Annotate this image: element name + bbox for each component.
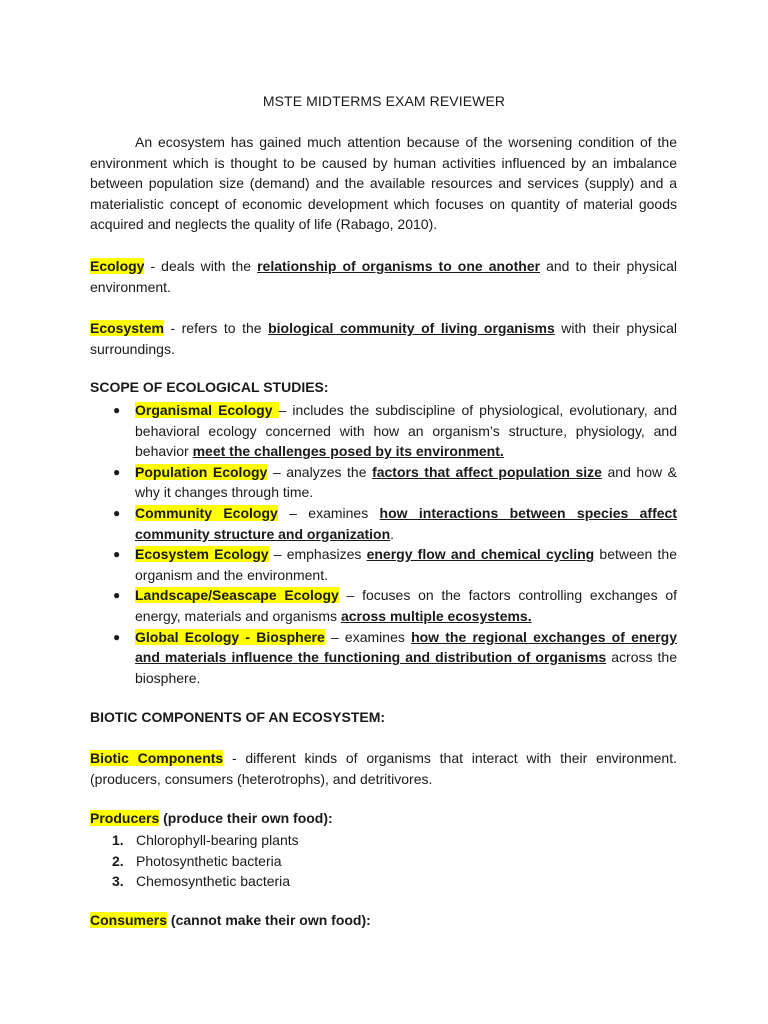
scope-key-phrase: factors that affect population size	[372, 463, 602, 480]
ecosystem-key-phrase: biological community of living organisms	[268, 320, 555, 336]
scope-term: Landscape/Seascape Ecology	[135, 587, 339, 604]
bullet-icon: ●	[113, 464, 121, 479]
scope-key-phrase: how the regional exchanges of energy and materials influence the functioning and distribution of organisms	[135, 628, 678, 666]
producers-subtitle: (produce their own food):	[159, 810, 333, 826]
scope-text-post: across the biosphere.	[135, 649, 677, 686]
list-item-text: Photosynthetic bacteria	[136, 852, 282, 869]
producers-term: Producers	[90, 810, 160, 826]
producers-heading	[90, 810, 333, 826]
ecology-key-phrase: relationship of organisms to one another	[257, 258, 541, 274]
ecology-text-post: and to their physical environment.	[90, 258, 678, 295]
list-number: 2.	[112, 852, 124, 869]
scope-term: Global Ecology - Biosphere	[135, 628, 325, 645]
list-item	[90, 627, 677, 689]
list-item	[90, 544, 677, 585]
scope-text-pre: – examines	[277, 504, 380, 521]
biotic-text: - different kinds of organisms that interact with their environment. (producers, consumers (heterotrophs), and detritivores.	[90, 750, 677, 787]
scope-text-pre: – emphasizes	[268, 546, 367, 563]
scope-text-pre: – focuses on the factors controlling exchanges of energy, materials and organisms	[135, 587, 677, 624]
scope-term: Ecosystem Ecology	[135, 546, 269, 563]
list-item	[90, 462, 677, 503]
scope-text-pre: – analyzes the	[267, 463, 373, 480]
scope-term: Organismal Ecology	[135, 402, 279, 418]
scope-key-phrase: how interactions between species affect community structure and organization	[135, 504, 677, 542]
list-item-text: Chlorophyll-bearing plants	[136, 832, 299, 848]
consumers-term: Consumers	[90, 912, 168, 928]
scope-text-post: between the organism and the environment.	[135, 546, 677, 583]
consumers-heading	[90, 912, 371, 928]
ecosystem-text-pre: - refers to the	[163, 320, 269, 336]
scope-heading: SCOPE OF ECOLOGICAL STUDIES:	[90, 379, 329, 395]
list-item	[90, 503, 677, 544]
list-number: 3.	[112, 873, 124, 890]
scope-key-phrase: meet the challenges posed by its environment.	[192, 443, 504, 460]
scope-text-post: .	[390, 525, 395, 542]
scope-list	[90, 400, 677, 688]
list-number: 1.	[112, 832, 124, 848]
ecology-definition	[90, 256, 677, 297]
ecology-term: Ecology	[90, 258, 145, 274]
biotic-definition	[90, 748, 677, 789]
document-title: MSTE MIDTERMS EXAM REVIEWER	[262, 93, 506, 109]
scope-term: Community Ecology	[135, 504, 278, 521]
scope-term: Population Ecology	[135, 463, 268, 480]
biotic-term: Biotic Components	[90, 750, 224, 766]
bullet-icon: ●	[113, 629, 121, 644]
list-item	[90, 851, 677, 872]
intro-paragraph: An ecosystem has gained much attention because of the worsening condition of the environment which is thought to be caused by human activities influenced by an imbalance between population size (demand) and the available resources and services (supply) and a materialistic concept of economic development which focuses on quantity of material goods acquired and neglects the quality of life (Rabago, 2010).	[90, 134, 677, 233]
list-item	[90, 830, 677, 851]
ecosystem-definition	[90, 318, 677, 359]
producers-list	[90, 830, 677, 892]
biotic-heading: BIOTIC COMPONENTS OF AN ECOSYSTEM:	[90, 709, 386, 725]
ecology-text-pre: - deals with the	[144, 258, 258, 274]
bullet-icon: ●	[113, 547, 121, 562]
scope-text-post: and how & why it changes through time.	[135, 463, 678, 501]
consumers-subtitle: (cannot make their own food):	[167, 912, 371, 928]
scope-key-phrase: across multiple ecosystems.	[340, 607, 532, 624]
list-item	[90, 400, 677, 462]
bullet-icon: ●	[113, 588, 121, 603]
scope-text-pre: – examines	[324, 628, 412, 645]
scope-text-pre: – includes the subdiscipline of physiological, evolutionary, and behavioral ecology concerned with how an organism’s structure, physiology, and behavior	[135, 402, 678, 460]
ecosystem-term: Ecosystem	[90, 320, 164, 336]
list-item	[90, 585, 677, 626]
scope-key-phrase: energy flow and chemical cycling	[366, 546, 595, 563]
list-item-text: Chemosynthetic bacteria	[136, 873, 291, 890]
list-item	[90, 871, 677, 892]
bullet-icon: ●	[113, 505, 121, 520]
bullet-icon: ●	[113, 403, 121, 417]
ecosystem-text-post: with their physical surroundings.	[90, 320, 677, 357]
